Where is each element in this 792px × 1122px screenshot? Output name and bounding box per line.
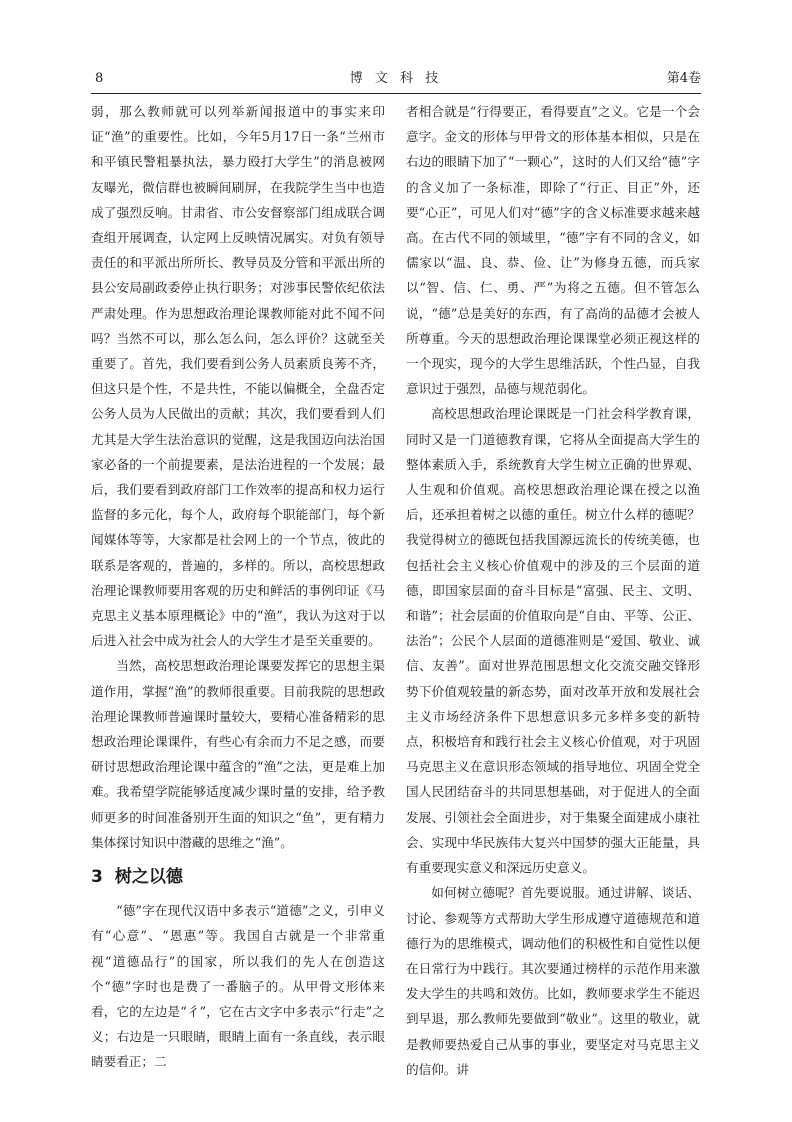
section-title: 树之以德 xyxy=(114,867,183,888)
section-number: 3 xyxy=(91,867,103,888)
header-divider xyxy=(91,93,701,94)
left-column xyxy=(91,99,385,1075)
body-paragraph: 当然，高校思想政治理论课要发挥它的思想主渠道作用，掌握“渔”的教师很重要。目前我院的思想政治理论课教师普遍课时量较大，要精心准备精彩的思想政治理论课课件，有些心有余而力不足之感，而要研讨思想政治理论课中蕴含的“渔”之法，更是难上加难。我希望学院能够适度减少课时量的安排，给予教师更多的时间准备别开生面的知识之“鱼”，更有精力集体探讨知识中潜藏的思维之“渔”。 xyxy=(91,658,385,850)
volume-label: 第4卷 xyxy=(666,71,701,86)
body-paragraph: 如何树立德呢？首先要说服。通过讲解、谈话、讨论、参观等方式帮助大学生形成遵守道德规范和道德行为的思维模式，调动他们的积极性和自觉性以便在日常行为中践行。其次要通过榜样的示范作用来激发大学生的共鸣和效仿。比如，教师要求学生不能迟到早退，那么教师先要做到“敬业”。这里的敬业，就是教师要热爱自己从事的事业，要坚定对马克思主义的信仰。讲 xyxy=(406,885,700,1077)
right-column xyxy=(406,99,700,1082)
body-paragraph: 弱，那么教师就可以列举新闻报道中的事实来印证“渔”的重要性。比如，今年5月17日一条“兰州市和平镇民警粗暴执法，暴力殴打大学生”的消息被网友曝光，微信群也被瞬间刷屏，在我院学生当中也造成了强烈反响。甘肃省、市公安督察部门组成联合调查组开展调查，认定网上反映情况属实。对负有领导责任的和平派出所所长、教导员及分管和平派出所的县公安局副政委停止执行职务；对涉事民警依纪依法严肃处理。作为思想政治理论课教师能对此不闻不问吗？当然不可以，那么怎么问，怎么评价？这就至关重要了。首先，我们要看到公务人员素质良莠不齐，但这只是个性，不是共性，不能以偏概全，全盘否定公务人员为人民做出的贡献；其次，我们要看到人们尤其是大学生法治意识的觉醒，这是我国迈向法治国家必备的一个前提要素，是法治进程的一个发展；最后，我们要看到政府部门工作效率的提高和权力运行监督的多元化，每个人，政府每个职能部门，每个新闻媒体等等，大家都是社会网上的一个节点，彼此的联系是客观的，普遍的，多样的。所以，高校思想政治理论课教师要用客观的历史和鲜活的事例印证《马克思主义基本原理概论》中的“渔”，我认为这对于以后进入社会中成为社会人的大学生才是至关重要的。 xyxy=(91,104,385,649)
body-paragraph: 者相合就是“行得要正，看得要直”之义。它是一个会意字。金文的形体与甲骨文的形体基本相似，只是在右边的眼睛下加了“一颗心”，这时的人们又给“德”字的含义加了一条标准，即除了“行正、目正”外，还要“心正”，可见人们对“德”字的含义标准要求越来越高。在古代不同的领域里，“德”字有不同的含义，如儒家以“温、良、恭、俭、让”为修身五德，而兵家以“智、信、仁、勇、严”为将之五德。但不管怎么说，“德”总是美好的东西，有了高尚的品德才会被人所尊重。今天的思想政治理论课课堂必须正视这样的一个现实，现今的大学生思维活跃，个性凸显，自我意识过于强烈，品德与规范弱化。 xyxy=(406,104,700,397)
page-number: 8 xyxy=(95,71,104,86)
body-paragraph: 高校思想政治理论课既是一门社会科学教育课，同时又是一门道德教育课，它将从全面提高大学生的整体素质入手，系统教育大学生树立正确的世界观、人生观和价值观。高校思想政治理论课在授之以渔后，还承担着树之以德的重任。树立什么样的德呢？我觉得树立的德既包括我国源远流长的传统美德，也包括社会主义核心价值观中的涉及的三个层面的道德，即国家层面的奋斗目标是“富强、民主、文明、和谐”；社会层面的价值取向是“自由、平等、公正、法治”；公民个人层面的道德准则是“爱国、敬业、诚信、友善”。面对世界范围思想文化交流交融交锋形势下价值观较量的新态势，面对改革开放和发展社会主义市场经济条件下思想意识多元多样多变的新特点，积极培育和践行社会主义核心价值观，对于巩固马克思主义在意识形态领域的指导地位、巩固全党全国人民团结奋斗的共同思想基础，对于促进人的全面发展、引领社会全面进步，对于集聚全面建成小康社会、实现中华民族伟大复兴中国梦的强大正能量，具有重要现实意义和深远历史意义。 xyxy=(406,406,700,876)
body-paragraph: “德”字在现代汉语中多表示“道德”之义，引申义有“心意”、“恩惠”等。我国自古就是一个非常重视“道德品行”的国家，所以我们的先人在创造这个“德”字时也是费了一番脑子的。从甲骨文形体来看，它的左边是“彳”，它在古文字中多表示“行走”之义；右边是一只眼睛，眼睛上面有一条直线，表示眼睛要看正；二 xyxy=(91,903,385,1070)
running-header xyxy=(91,68,701,90)
journal-title: 博 文 科 技 xyxy=(349,71,443,86)
section-heading xyxy=(91,864,385,890)
